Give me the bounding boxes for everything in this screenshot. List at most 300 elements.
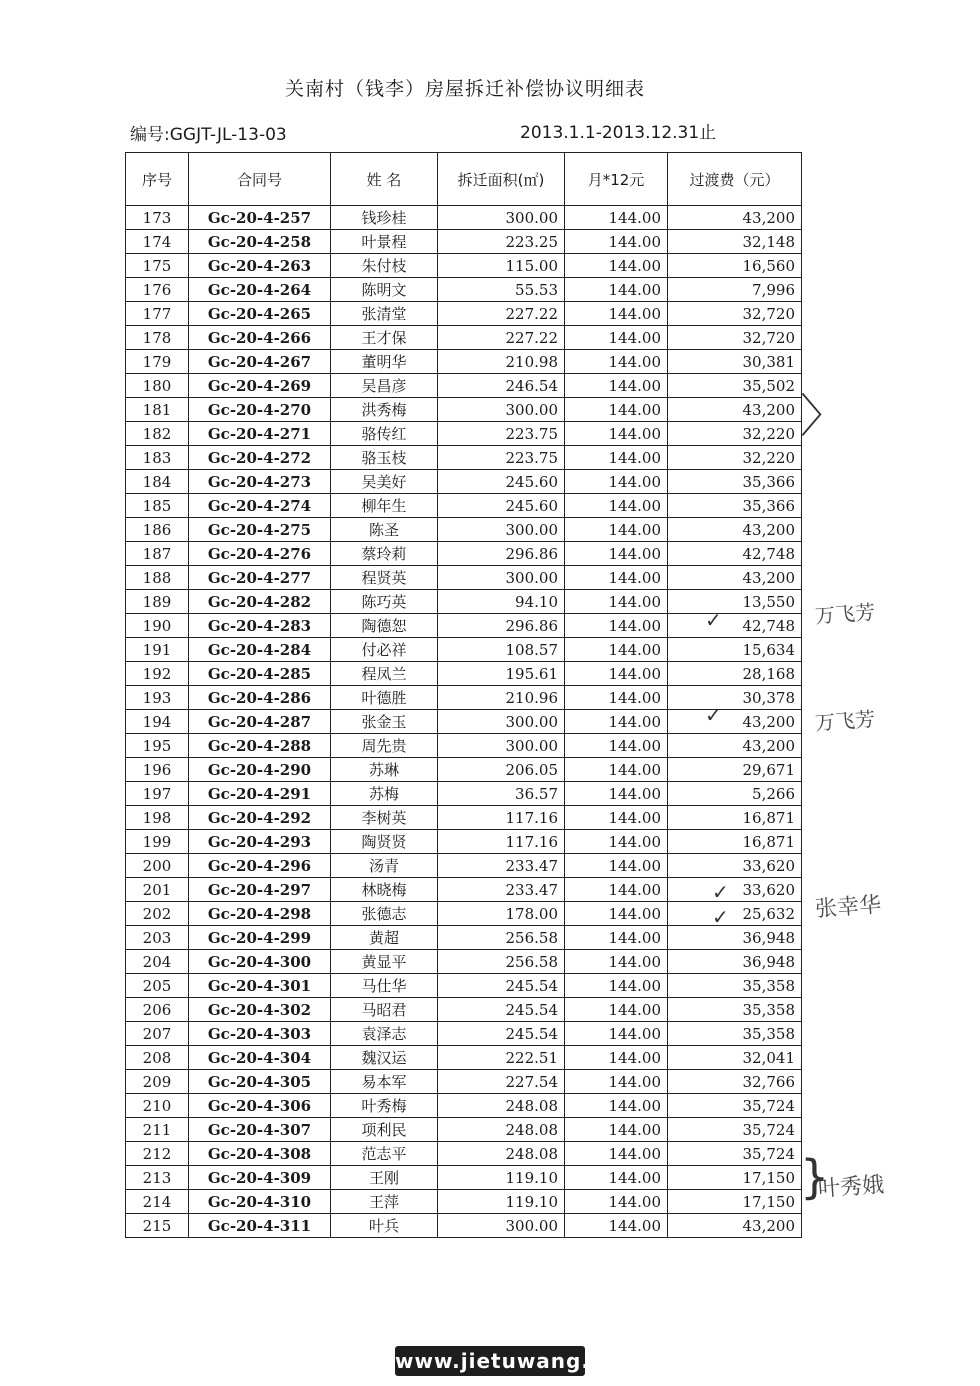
- contract-number: Gc-20-4-283: [189, 614, 331, 638]
- bracket-mark: }: [800, 1150, 830, 1204]
- row-number: 180: [126, 374, 189, 398]
- contract-number: Gc-20-4-285: [189, 662, 331, 686]
- row-number: 215: [126, 1214, 189, 1238]
- resident-name: 叶景程: [331, 230, 438, 254]
- row-number: 178: [126, 326, 189, 350]
- demolition-area: 119.10: [438, 1190, 565, 1214]
- monthly-rate: 144.00: [565, 782, 668, 806]
- transition-fee: 35,358: [668, 998, 802, 1022]
- table-row: [126, 926, 802, 950]
- contract-number: Gc-20-4-264: [189, 278, 331, 302]
- row-number: 210: [126, 1094, 189, 1118]
- contract-number: Gc-20-4-288: [189, 734, 331, 758]
- contract-number: Gc-20-4-296: [189, 854, 331, 878]
- row-number: 196: [126, 758, 189, 782]
- transition-fee: 32,220: [668, 446, 802, 470]
- resident-name: 项利民: [331, 1118, 438, 1142]
- table-row: [126, 1022, 802, 1046]
- row-number: 214: [126, 1190, 189, 1214]
- demolition-area: 245.60: [438, 494, 565, 518]
- row-number: 173: [126, 206, 189, 230]
- monthly-rate: 144.00: [565, 374, 668, 398]
- table-row: [126, 854, 802, 878]
- table-row: [126, 950, 802, 974]
- monthly-rate: 144.00: [565, 278, 668, 302]
- monthly-rate: 144.00: [565, 902, 668, 926]
- row-number: 198: [126, 806, 189, 830]
- contract-number: Gc-20-4-305: [189, 1070, 331, 1094]
- margin-note-3: 张幸华: [814, 892, 882, 923]
- row-number: 199: [126, 830, 189, 854]
- transition-fee: 35,366: [668, 494, 802, 518]
- transition-fee: 32,148: [668, 230, 802, 254]
- row-number: 191: [126, 638, 189, 662]
- table-row: [126, 1190, 802, 1214]
- resident-name: 汤青: [331, 854, 438, 878]
- monthly-rate: 144.00: [565, 1022, 668, 1046]
- resident-name: 张清堂: [331, 302, 438, 326]
- table-row: [126, 902, 802, 926]
- contract-number: Gc-20-4-310: [189, 1190, 331, 1214]
- table-row: [126, 446, 802, 470]
- contract-number: Gc-20-4-300: [189, 950, 331, 974]
- row-number: 184: [126, 470, 189, 494]
- resident-name: 骆玉枝: [331, 446, 438, 470]
- resident-name: 易本军: [331, 1070, 438, 1094]
- demolition-area: 117.16: [438, 806, 565, 830]
- contract-number: Gc-20-4-282: [189, 590, 331, 614]
- monthly-rate: 144.00: [565, 1070, 668, 1094]
- transition-fee: 36,948: [668, 950, 802, 974]
- contract-number: Gc-20-4-286: [189, 686, 331, 710]
- contract-number: Gc-20-4-284: [189, 638, 331, 662]
- contract-number: Gc-20-4-303: [189, 1022, 331, 1046]
- table-row: [126, 686, 802, 710]
- check-mark-icon: ✓: [712, 880, 729, 904]
- transition-fee: 33,620: [668, 878, 802, 902]
- resident-name: 朱付枝: [331, 254, 438, 278]
- contract-number: Gc-20-4-276: [189, 542, 331, 566]
- row-number: 200: [126, 854, 189, 878]
- resident-name: 钱珍桂: [331, 206, 438, 230]
- row-number: 202: [126, 902, 189, 926]
- transition-fee: 35,724: [668, 1094, 802, 1118]
- resident-name: 叶德胜: [331, 686, 438, 710]
- monthly-rate: 144.00: [565, 1118, 668, 1142]
- monthly-rate: 144.00: [565, 470, 668, 494]
- demolition-area: 227.22: [438, 326, 565, 350]
- table-row: [126, 494, 802, 518]
- transition-fee: 16,560: [668, 254, 802, 278]
- table-row: [126, 830, 802, 854]
- contract-number: Gc-20-4-274: [189, 494, 331, 518]
- transition-fee: 32,041: [668, 1046, 802, 1070]
- demolition-area: 233.47: [438, 878, 565, 902]
- monthly-rate: 144.00: [565, 734, 668, 758]
- table-body: [126, 206, 802, 1238]
- resident-name: 苏琳: [331, 758, 438, 782]
- monthly-rate: 144.00: [565, 662, 668, 686]
- transition-fee: 13,550: [668, 590, 802, 614]
- table-row: [126, 1118, 802, 1142]
- resident-name: 王刚: [331, 1166, 438, 1190]
- table-row: [126, 1214, 802, 1238]
- table-row: [126, 998, 802, 1022]
- demolition-area: 223.25: [438, 230, 565, 254]
- demolition-area: 119.10: [438, 1166, 565, 1190]
- demolition-area: 223.75: [438, 422, 565, 446]
- table-row: [126, 326, 802, 350]
- bracket-mark: 〉: [800, 389, 846, 443]
- contract-number: Gc-20-4-293: [189, 830, 331, 854]
- demolition-area: 94.10: [438, 590, 565, 614]
- table-row: [126, 302, 802, 326]
- monthly-rate: 144.00: [565, 542, 668, 566]
- demolition-area: 178.00: [438, 902, 565, 926]
- transition-fee: 43,200: [668, 206, 802, 230]
- resident-name: 袁泽志: [331, 1022, 438, 1046]
- resident-name: 陈明文: [331, 278, 438, 302]
- contract-number: Gc-20-4-275: [189, 518, 331, 542]
- transition-fee: 30,381: [668, 350, 802, 374]
- monthly-rate: 144.00: [565, 494, 668, 518]
- demolition-area: 300.00: [438, 206, 565, 230]
- compensation-table: [125, 152, 802, 1238]
- header-contract: 合同号: [189, 153, 331, 206]
- monthly-rate: 144.00: [565, 326, 668, 350]
- row-number: 213: [126, 1166, 189, 1190]
- resident-name: 付必祥: [331, 638, 438, 662]
- contract-number: Gc-20-4-265: [189, 302, 331, 326]
- demolition-area: 296.86: [438, 542, 565, 566]
- demolition-area: 206.05: [438, 758, 565, 782]
- resident-name: 范志平: [331, 1142, 438, 1166]
- resident-name: 陶德恕: [331, 614, 438, 638]
- monthly-rate: 144.00: [565, 806, 668, 830]
- row-number: 187: [126, 542, 189, 566]
- row-number: 211: [126, 1118, 189, 1142]
- resident-name: 王才保: [331, 326, 438, 350]
- transition-fee: 35,366: [668, 470, 802, 494]
- transition-fee: 36,948: [668, 926, 802, 950]
- header-fee: 过渡费（元）: [668, 153, 802, 206]
- monthly-rate: 144.00: [565, 614, 668, 638]
- resident-name: 魏汉运: [331, 1046, 438, 1070]
- demolition-area: 300.00: [438, 566, 565, 590]
- table-row: [126, 590, 802, 614]
- monthly-rate: 144.00: [565, 350, 668, 374]
- monthly-rate: 144.00: [565, 710, 668, 734]
- monthly-rate: 144.00: [565, 638, 668, 662]
- demolition-area: 210.98: [438, 350, 565, 374]
- resident-name: 蔡玲莉: [331, 542, 438, 566]
- row-number: 204: [126, 950, 189, 974]
- demolition-area: 117.16: [438, 830, 565, 854]
- contract-number: Gc-20-4-287: [189, 710, 331, 734]
- demolition-area: 300.00: [438, 398, 565, 422]
- monthly-rate: 144.00: [565, 1214, 668, 1238]
- contract-number: Gc-20-4-301: [189, 974, 331, 998]
- demolition-area: 227.22: [438, 302, 565, 326]
- row-number: 207: [126, 1022, 189, 1046]
- contract-number: Gc-20-4-306: [189, 1094, 331, 1118]
- contract-number: Gc-20-4-258: [189, 230, 331, 254]
- contract-number: Gc-20-4-267: [189, 350, 331, 374]
- contract-number: Gc-20-4-292: [189, 806, 331, 830]
- contract-number: Gc-20-4-311: [189, 1214, 331, 1238]
- monthly-rate: 144.00: [565, 830, 668, 854]
- resident-name: 叶兵: [331, 1214, 438, 1238]
- transition-fee: 35,724: [668, 1142, 802, 1166]
- row-number: 201: [126, 878, 189, 902]
- table-row: [126, 662, 802, 686]
- transition-fee: 43,200: [668, 566, 802, 590]
- contract-number: Gc-20-4-297: [189, 878, 331, 902]
- margin-note-1: 万飞芳: [814, 599, 876, 629]
- check-mark-icon: ✓: [705, 608, 722, 632]
- demolition-area: 195.61: [438, 662, 565, 686]
- contract-number: Gc-20-4-272: [189, 446, 331, 470]
- transition-fee: 32,766: [668, 1070, 802, 1094]
- demolition-area: 300.00: [438, 518, 565, 542]
- demolition-area: 296.86: [438, 614, 565, 638]
- row-number: 203: [126, 926, 189, 950]
- table-row: [126, 638, 802, 662]
- transition-fee: 17,150: [668, 1166, 802, 1190]
- contract-number: Gc-20-4-273: [189, 470, 331, 494]
- table-row: [126, 1046, 802, 1070]
- transition-fee: 30,378: [668, 686, 802, 710]
- transition-fee: 43,200: [668, 1214, 802, 1238]
- table-row: [126, 1070, 802, 1094]
- contract-number: Gc-20-4-307: [189, 1118, 331, 1142]
- transition-fee: 42,748: [668, 542, 802, 566]
- transition-fee: 32,720: [668, 326, 802, 350]
- row-number: 208: [126, 1046, 189, 1070]
- monthly-rate: 144.00: [565, 302, 668, 326]
- demolition-area: 233.47: [438, 854, 565, 878]
- resident-name: 程贤英: [331, 566, 438, 590]
- contract-number: Gc-20-4-304: [189, 1046, 331, 1070]
- contract-number: Gc-20-4-270: [189, 398, 331, 422]
- contract-number: Gc-20-4-266: [189, 326, 331, 350]
- transition-fee: 16,871: [668, 830, 802, 854]
- table-row: [126, 350, 802, 374]
- row-number: 190: [126, 614, 189, 638]
- transition-fee: 29,671: [668, 758, 802, 782]
- transition-fee: 35,502: [668, 374, 802, 398]
- row-number: 189: [126, 590, 189, 614]
- transition-fee: 5,266: [668, 782, 802, 806]
- transition-fee: 25,632: [668, 902, 802, 926]
- resident-name: 叶秀梅: [331, 1094, 438, 1118]
- table-row: [126, 398, 802, 422]
- row-number: 212: [126, 1142, 189, 1166]
- demolition-area: 36.57: [438, 782, 565, 806]
- contract-number: Gc-20-4-269: [189, 374, 331, 398]
- transition-fee: 35,358: [668, 974, 802, 998]
- watermark: www.jietuwang.com: [395, 1346, 585, 1376]
- row-number: 209: [126, 1070, 189, 1094]
- row-number: 197: [126, 782, 189, 806]
- row-number: 193: [126, 686, 189, 710]
- monthly-rate: 144.00: [565, 878, 668, 902]
- transition-fee: 15,634: [668, 638, 802, 662]
- header-rate: 月*12元: [565, 153, 668, 206]
- demolition-area: 248.08: [438, 1094, 565, 1118]
- transition-fee: 33,620: [668, 854, 802, 878]
- monthly-rate: 144.00: [565, 1046, 668, 1070]
- demolition-area: 256.58: [438, 926, 565, 950]
- demolition-area: 248.08: [438, 1142, 565, 1166]
- margin-note-4: 叶秀娥: [817, 1172, 885, 1203]
- contract-number: Gc-20-4-309: [189, 1166, 331, 1190]
- resident-name: 陈巧英: [331, 590, 438, 614]
- resident-name: 张金玉: [331, 710, 438, 734]
- transition-fee: 32,720: [668, 302, 802, 326]
- margin-note-2: 万飞芳: [814, 706, 876, 736]
- table-row: [126, 974, 802, 998]
- transition-fee: 42,748: [668, 614, 802, 638]
- transition-fee: 16,871: [668, 806, 802, 830]
- monthly-rate: 144.00: [565, 398, 668, 422]
- date-range: 2013.1.1-2013.12.31止: [520, 123, 717, 143]
- demolition-area: 300.00: [438, 710, 565, 734]
- monthly-rate: 144.00: [565, 926, 668, 950]
- transition-fee: 43,200: [668, 734, 802, 758]
- demolition-area: 222.51: [438, 1046, 565, 1070]
- table-row: [126, 542, 802, 566]
- monthly-rate: 144.00: [565, 446, 668, 470]
- row-number: 181: [126, 398, 189, 422]
- demolition-area: 210.96: [438, 686, 565, 710]
- table-row: [126, 518, 802, 542]
- contract-number: Gc-20-4-263: [189, 254, 331, 278]
- demolition-area: 108.57: [438, 638, 565, 662]
- row-number: 186: [126, 518, 189, 542]
- resident-name: 程凤兰: [331, 662, 438, 686]
- transition-fee: 32,220: [668, 422, 802, 446]
- resident-name: 马昭君: [331, 998, 438, 1022]
- transition-fee: 43,200: [668, 710, 802, 734]
- row-number: 194: [126, 710, 189, 734]
- row-number: 179: [126, 350, 189, 374]
- monthly-rate: 144.00: [565, 1094, 668, 1118]
- transition-fee: 43,200: [668, 518, 802, 542]
- monthly-rate: 144.00: [565, 1190, 668, 1214]
- row-number: 183: [126, 446, 189, 470]
- demolition-area: 115.00: [438, 254, 565, 278]
- resident-name: 李树英: [331, 806, 438, 830]
- monthly-rate: 144.00: [565, 854, 668, 878]
- table-row: [126, 734, 802, 758]
- demolition-area: 55.53: [438, 278, 565, 302]
- page-title: 关南村（钱李）房屋拆迁补偿协议明细表: [284, 78, 645, 100]
- demolition-area: 245.60: [438, 470, 565, 494]
- table-row: [126, 278, 802, 302]
- resident-name: 骆传红: [331, 422, 438, 446]
- row-number: 177: [126, 302, 189, 326]
- row-number: 182: [126, 422, 189, 446]
- row-number: 195: [126, 734, 189, 758]
- resident-name: 林晓梅: [331, 878, 438, 902]
- monthly-rate: 144.00: [565, 422, 668, 446]
- monthly-rate: 144.00: [565, 1142, 668, 1166]
- demolition-area: 227.54: [438, 1070, 565, 1094]
- table-header-row: [126, 153, 802, 206]
- monthly-rate: 144.00: [565, 998, 668, 1022]
- monthly-rate: 144.00: [565, 254, 668, 278]
- table-row: [126, 230, 802, 254]
- contract-number: Gc-20-4-291: [189, 782, 331, 806]
- monthly-rate: 144.00: [565, 590, 668, 614]
- row-number: 206: [126, 998, 189, 1022]
- resident-name: 周先贵: [331, 734, 438, 758]
- transition-fee: 43,200: [668, 398, 802, 422]
- resident-name: 马仕华: [331, 974, 438, 998]
- resident-name: 苏梅: [331, 782, 438, 806]
- resident-name: 张德志: [331, 902, 438, 926]
- transition-fee: 7,996: [668, 278, 802, 302]
- row-number: 188: [126, 566, 189, 590]
- header-area: 拆迁面积(㎡): [438, 153, 565, 206]
- transition-fee: 35,358: [668, 1022, 802, 1046]
- table-row: [126, 758, 802, 782]
- table-row: [126, 782, 802, 806]
- demolition-area: 300.00: [438, 1214, 565, 1238]
- resident-name: 黄显平: [331, 950, 438, 974]
- monthly-rate: 144.00: [565, 566, 668, 590]
- resident-name: 柳年生: [331, 494, 438, 518]
- monthly-rate: 144.00: [565, 518, 668, 542]
- contract-number: Gc-20-4-277: [189, 566, 331, 590]
- contract-number: Gc-20-4-257: [189, 206, 331, 230]
- contract-number: Gc-20-4-290: [189, 758, 331, 782]
- monthly-rate: 144.00: [565, 974, 668, 998]
- transition-fee: 28,168: [668, 662, 802, 686]
- contract-number: Gc-20-4-308: [189, 1142, 331, 1166]
- resident-name: 黄超: [331, 926, 438, 950]
- check-mark-icon: ✓: [705, 703, 722, 727]
- monthly-rate: 144.00: [565, 686, 668, 710]
- header-number: 序号: [126, 153, 189, 206]
- table-row: [126, 566, 802, 590]
- check-mark-icon: ✓: [712, 905, 729, 929]
- resident-name: 王萍: [331, 1190, 438, 1214]
- document-code: 编号:GGJT-JL-13-03: [130, 125, 287, 145]
- contract-number: Gc-20-4-299: [189, 926, 331, 950]
- demolition-area: 256.58: [438, 950, 565, 974]
- demolition-area: 245.54: [438, 1022, 565, 1046]
- row-number: 176: [126, 278, 189, 302]
- table-row: [126, 1094, 802, 1118]
- monthly-rate: 144.00: [565, 950, 668, 974]
- table-row: [126, 878, 802, 902]
- transition-fee: 17,150: [668, 1190, 802, 1214]
- table-row: [126, 806, 802, 830]
- demolition-area: 246.54: [438, 374, 565, 398]
- header-name: 姓 名: [331, 153, 438, 206]
- resident-name: 陈圣: [331, 518, 438, 542]
- table-row: [126, 710, 802, 734]
- resident-name: 吴美好: [331, 470, 438, 494]
- row-number: 175: [126, 254, 189, 278]
- table-row: [126, 470, 802, 494]
- table-row: [126, 206, 802, 230]
- table-row: [126, 422, 802, 446]
- demolition-area: 248.08: [438, 1118, 565, 1142]
- table-row: [126, 374, 802, 398]
